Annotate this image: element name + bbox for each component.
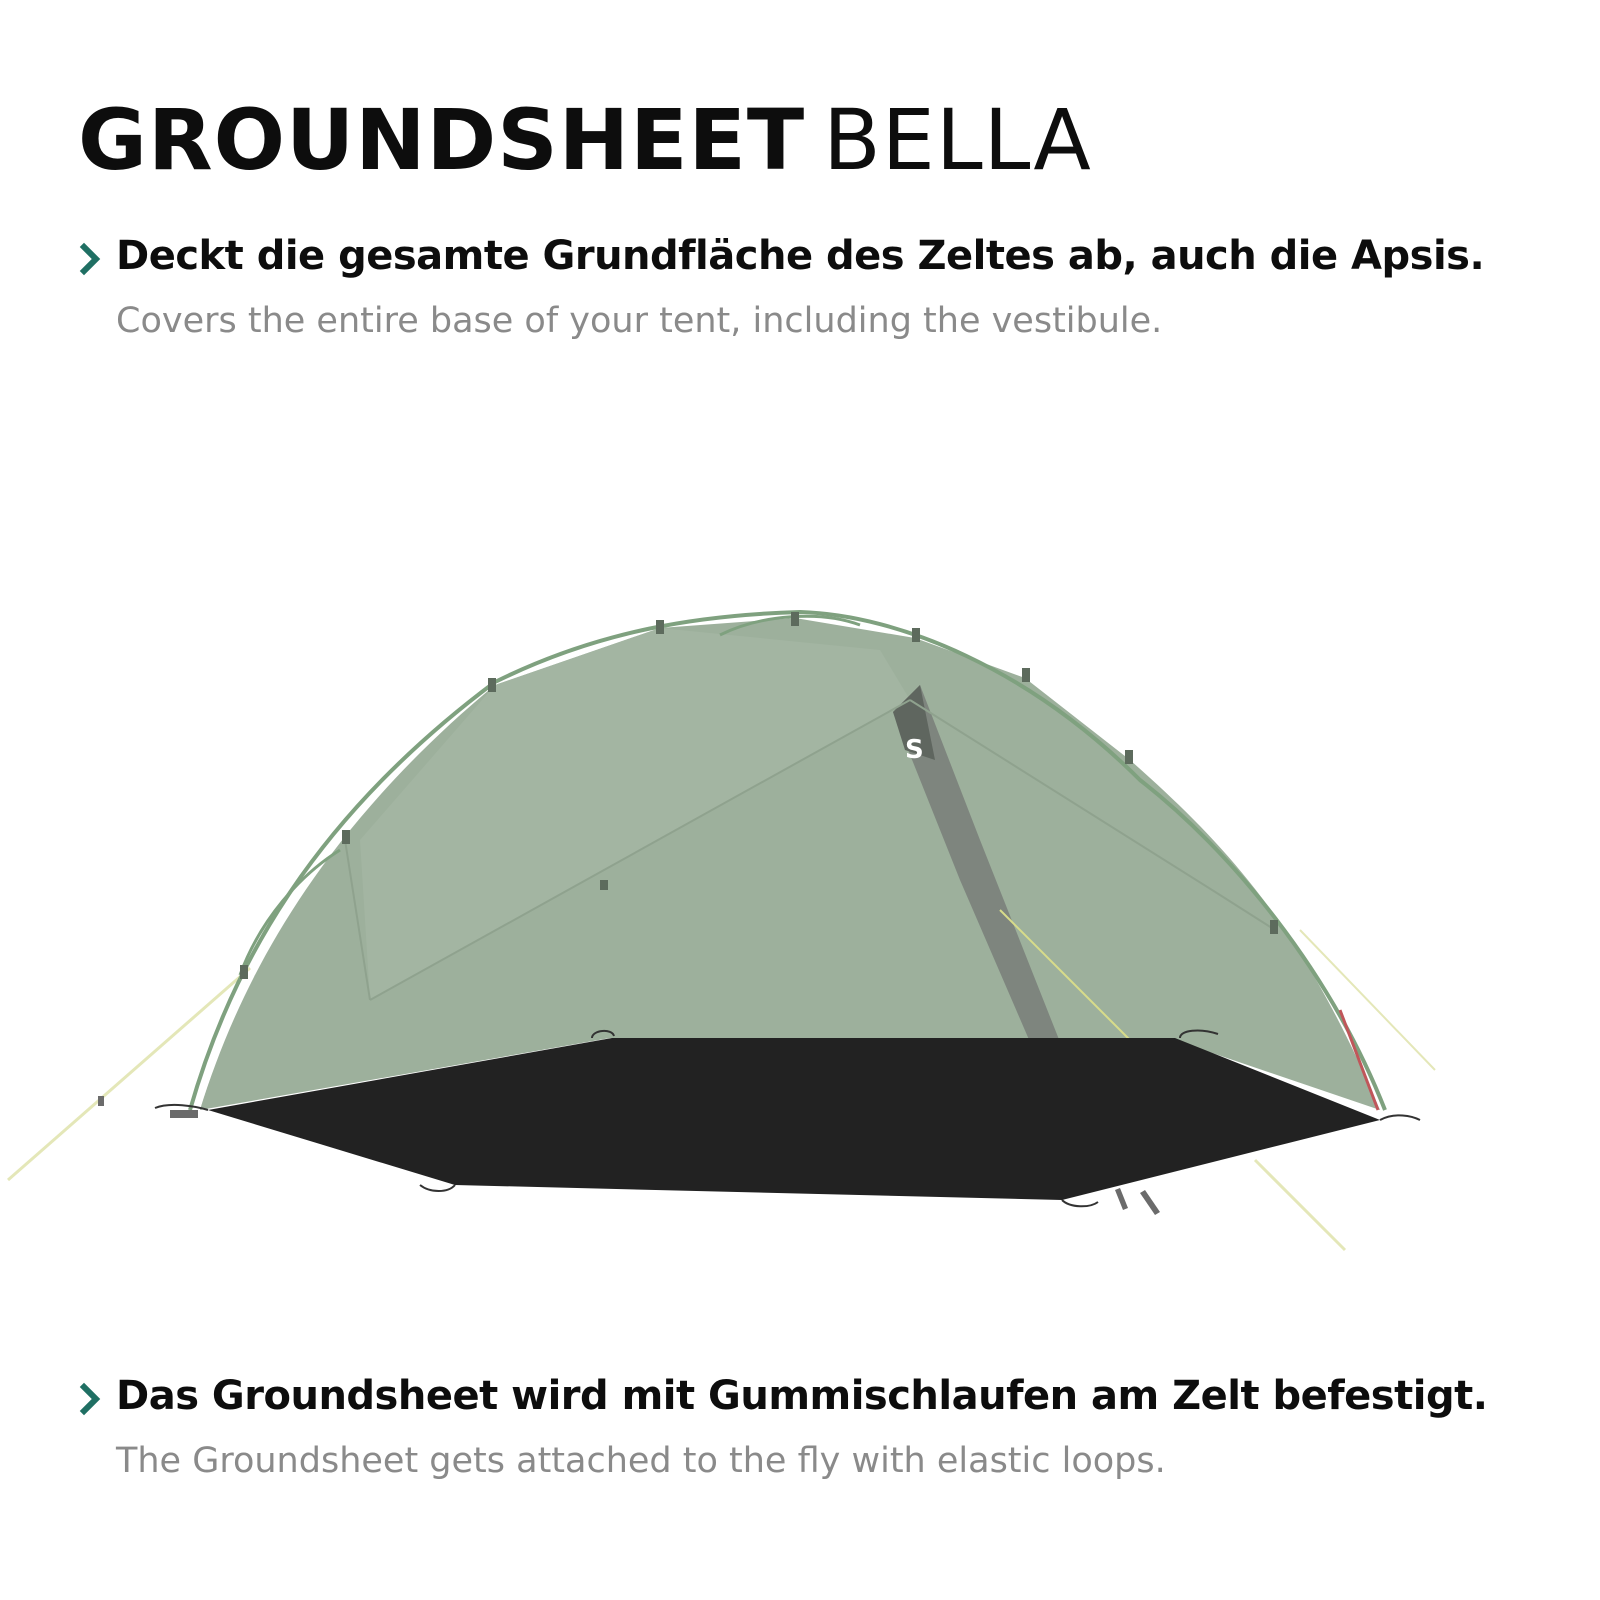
svg-text:S: S <box>905 735 924 765</box>
feature-coverage-english: Covers the entire base of your tent, including the vestibule. <box>116 301 1163 341</box>
tent-groundsheet-illustration <box>0 590 1600 1290</box>
chevron-right-icon <box>78 242 104 276</box>
feature-attachment-german: Das Groundsheet wird mit Gummischlaufen am Zelt befestigt. <box>116 1373 1488 1419</box>
page-title <box>78 91 1092 189</box>
s-logo-icon <box>905 735 924 765</box>
title-product-type: GROUNDSHEET <box>78 91 806 189</box>
feature-attachment-english: The Groundsheet gets attached to the fly with elastic loops. <box>116 1441 1166 1481</box>
title-model-name: BELLA <box>823 91 1092 189</box>
chevron-right-icon <box>78 1382 104 1416</box>
feature-coverage-german: Deckt die gesamte Grundfläche des Zeltes ab, auch die Apsis. <box>116 233 1485 279</box>
